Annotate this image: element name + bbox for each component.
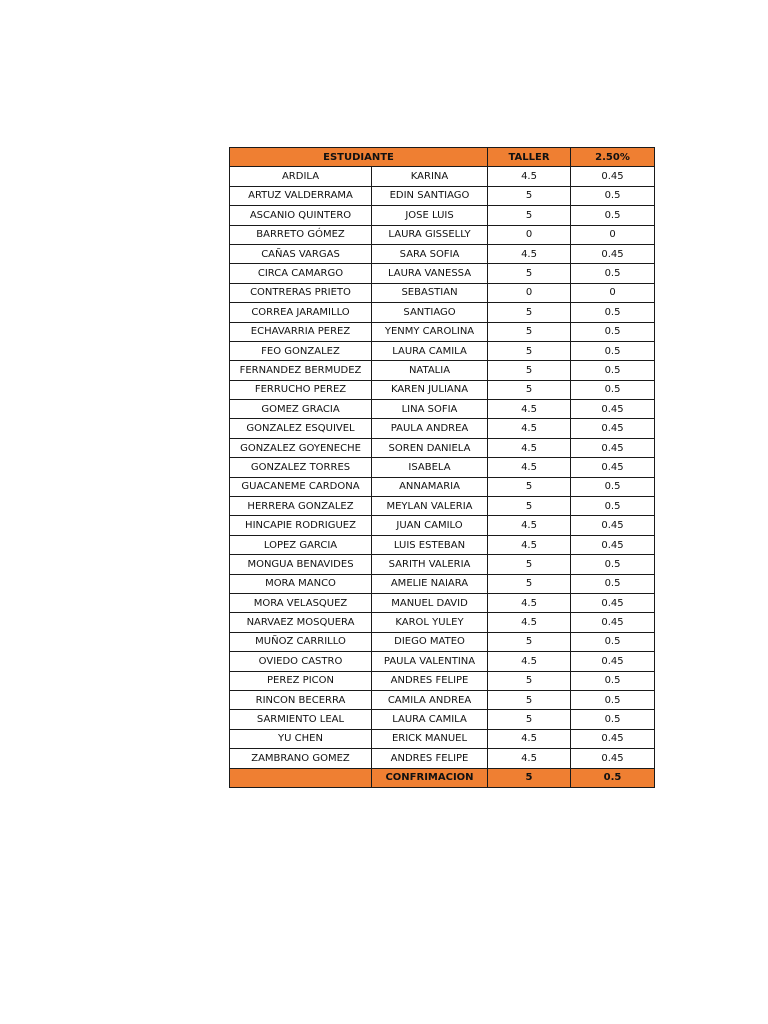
taller-cell: 5	[488, 361, 571, 380]
taller-cell: 4.5	[488, 458, 571, 477]
taller-cell: 5	[488, 186, 571, 205]
taller-cell: 5	[488, 632, 571, 651]
name-cell: EDIN SANTIAGO	[372, 186, 488, 205]
percent-cell: 0.5	[571, 497, 655, 516]
table-row	[230, 749, 655, 768]
taller-cell: 4.5	[488, 400, 571, 419]
name-cell: ISABELA	[372, 458, 488, 477]
surname-cell: FERRUCHO PEREZ	[230, 380, 372, 399]
taller-cell: 0	[488, 283, 571, 302]
percent-cell: 0.45	[571, 244, 655, 263]
name-cell: SARA SOFIA	[372, 244, 488, 263]
table-row	[230, 535, 655, 554]
table-row	[230, 574, 655, 593]
percent-cell: 0.45	[571, 749, 655, 768]
header-taller: TALLER	[488, 148, 571, 167]
percent-cell: 0.5	[571, 264, 655, 283]
name-cell: NATALIA	[372, 361, 488, 380]
table-row	[230, 477, 655, 496]
name-cell: KAROL YULEY	[372, 613, 488, 632]
taller-cell: 5	[488, 555, 571, 574]
table-row	[230, 710, 655, 729]
name-cell: DIEGO MATEO	[372, 632, 488, 651]
header-student: ESTUDIANTE	[230, 148, 488, 167]
surname-cell: ARTUZ VALDERRAMA	[230, 186, 372, 205]
taller-cell: 4.5	[488, 652, 571, 671]
table-row	[230, 303, 655, 322]
table-row	[230, 264, 655, 283]
name-cell: ERICK MANUEL	[372, 729, 488, 748]
surname-cell: MORA VELASQUEZ	[230, 593, 372, 612]
percent-cell: 0.5	[571, 341, 655, 360]
surname-cell: GUACANEME CARDONA	[230, 477, 372, 496]
taller-cell: 5	[488, 303, 571, 322]
table-row	[230, 652, 655, 671]
name-cell: SOREN DANIELA	[372, 438, 488, 457]
taller-cell: 4.5	[488, 535, 571, 554]
table-row	[230, 555, 655, 574]
taller-cell: 5	[488, 477, 571, 496]
surname-cell: HERRERA GONZALEZ	[230, 497, 372, 516]
percent-cell: 0.45	[571, 419, 655, 438]
percent-cell: 0.45	[571, 438, 655, 457]
table-row	[230, 497, 655, 516]
percent-cell: 0	[571, 283, 655, 302]
surname-cell: PEREZ PICON	[230, 671, 372, 690]
surname-cell: BARRETO GÓMEZ	[230, 225, 372, 244]
percent-cell: 0.45	[571, 729, 655, 748]
footer-empty-cell	[230, 768, 372, 787]
table-row	[230, 244, 655, 263]
percent-cell: 0.5	[571, 186, 655, 205]
surname-cell: ZAMBRANO GOMEZ	[230, 749, 372, 768]
name-cell: LINA SOFIA	[372, 400, 488, 419]
surname-cell: GONZALEZ ESQUIVEL	[230, 419, 372, 438]
surname-cell: ARDILA	[230, 167, 372, 186]
name-cell: PAULA VALENTINA	[372, 652, 488, 671]
footer-label: CONFRIMACION	[372, 768, 488, 787]
name-cell: ANNAMARIA	[372, 477, 488, 496]
percent-cell: 0.45	[571, 593, 655, 612]
percent-cell: 0.5	[571, 690, 655, 709]
percent-cell: 0.5	[571, 710, 655, 729]
surname-cell: MUÑOZ CARRILLO	[230, 632, 372, 651]
percent-cell: 0.5	[571, 574, 655, 593]
name-cell: AMELIE NAIARA	[372, 574, 488, 593]
percent-cell: 0.5	[571, 303, 655, 322]
surname-cell: CAÑAS VARGAS	[230, 244, 372, 263]
name-cell: KAREN JULIANA	[372, 380, 488, 399]
name-cell: JOSE LUIS	[372, 206, 488, 225]
table-row	[230, 613, 655, 632]
table-row	[230, 419, 655, 438]
name-cell: SEBASTIAN	[372, 283, 488, 302]
surname-cell: CONTRERAS PRIETO	[230, 283, 372, 302]
table-row	[230, 206, 655, 225]
surname-cell: GOMEZ GRACIA	[230, 400, 372, 419]
percent-cell: 0.5	[571, 632, 655, 651]
table-row	[230, 690, 655, 709]
surname-cell: LOPEZ GARCIA	[230, 535, 372, 554]
surname-cell: FEO GONZALEZ	[230, 341, 372, 360]
taller-cell: 5	[488, 710, 571, 729]
table-row	[230, 438, 655, 457]
taller-cell: 5	[488, 690, 571, 709]
taller-cell: 5	[488, 497, 571, 516]
percent-cell: 0.5	[571, 555, 655, 574]
taller-cell: 5	[488, 574, 571, 593]
taller-cell: 5	[488, 206, 571, 225]
percent-cell: 0	[571, 225, 655, 244]
name-cell: SANTIAGO	[372, 303, 488, 322]
percent-cell: 0.5	[571, 671, 655, 690]
surname-cell: YU CHEN	[230, 729, 372, 748]
table-row	[230, 729, 655, 748]
percent-cell: 0.5	[571, 361, 655, 380]
table-row	[230, 458, 655, 477]
name-cell: MANUEL DAVID	[372, 593, 488, 612]
table-row	[230, 341, 655, 360]
taller-cell: 4.5	[488, 167, 571, 186]
surname-cell: GONZALEZ TORRES	[230, 458, 372, 477]
name-cell: CAMILA ANDREA	[372, 690, 488, 709]
taller-cell: 5	[488, 341, 571, 360]
percent-cell: 0.5	[571, 380, 655, 399]
taller-cell: 5	[488, 264, 571, 283]
percent-cell: 0.5	[571, 322, 655, 341]
surname-cell: NARVAEZ MOSQUERA	[230, 613, 372, 632]
taller-cell: 4.5	[488, 438, 571, 457]
table-row	[230, 516, 655, 535]
percent-cell: 0.5	[571, 477, 655, 496]
name-cell: ANDRES FELIPE	[372, 749, 488, 768]
table-row	[230, 380, 655, 399]
taller-cell: 4.5	[488, 729, 571, 748]
surname-cell: FERNANDEZ BERMUDEZ	[230, 361, 372, 380]
taller-cell: 4.5	[488, 244, 571, 263]
table-row	[230, 593, 655, 612]
table-row	[230, 283, 655, 302]
surname-cell: MONGUA BENAVIDES	[230, 555, 372, 574]
taller-cell: 4.5	[488, 593, 571, 612]
name-cell: SARITH VALERIA	[372, 555, 488, 574]
table-header-row	[230, 148, 655, 167]
name-cell: LAURA CAMILA	[372, 341, 488, 360]
name-cell: LAURA GISSELLY	[372, 225, 488, 244]
surname-cell: CORREA JARAMILLO	[230, 303, 372, 322]
taller-cell: 4.5	[488, 516, 571, 535]
percent-cell: 0.45	[571, 613, 655, 632]
percent-cell: 0.5	[571, 206, 655, 225]
taller-cell: 5	[488, 322, 571, 341]
surname-cell: MORA MANCO	[230, 574, 372, 593]
table-row	[230, 361, 655, 380]
grades-table	[229, 147, 655, 788]
percent-cell: 0.45	[571, 652, 655, 671]
name-cell: ANDRES FELIPE	[372, 671, 488, 690]
taller-cell: 5	[488, 380, 571, 399]
surname-cell: OVIEDO CASTRO	[230, 652, 372, 671]
percent-cell: 0.45	[571, 516, 655, 535]
percent-cell: 0.45	[571, 400, 655, 419]
taller-cell: 5	[488, 671, 571, 690]
name-cell: YENMY CAROLINA	[372, 322, 488, 341]
name-cell: KARINA	[372, 167, 488, 186]
table-row	[230, 225, 655, 244]
name-cell: PAULA ANDREA	[372, 419, 488, 438]
surname-cell: HINCAPIE RODRIGUEZ	[230, 516, 372, 535]
surname-cell: RINCON BECERRA	[230, 690, 372, 709]
table-row	[230, 671, 655, 690]
header-percent: 2.50%	[571, 148, 655, 167]
taller-cell: 4.5	[488, 613, 571, 632]
name-cell: JUAN CAMILO	[372, 516, 488, 535]
table-row	[230, 322, 655, 341]
surname-cell: ASCANIO QUINTERO	[230, 206, 372, 225]
taller-cell: 4.5	[488, 419, 571, 438]
percent-cell: 0.45	[571, 535, 655, 554]
footer-taller: 5	[488, 768, 571, 787]
surname-cell: CIRCA CAMARGO	[230, 264, 372, 283]
taller-cell: 4.5	[488, 749, 571, 768]
percent-cell: 0.45	[571, 458, 655, 477]
name-cell: MEYLAN VALERIA	[372, 497, 488, 516]
table-footer-row	[230, 768, 655, 787]
table-row	[230, 400, 655, 419]
surname-cell: GONZALEZ GOYENECHE	[230, 438, 372, 457]
name-cell: LAURA VANESSA	[372, 264, 488, 283]
table-row	[230, 632, 655, 651]
name-cell: LAURA CAMILA	[372, 710, 488, 729]
surname-cell: ECHAVARRIA PEREZ	[230, 322, 372, 341]
table-row	[230, 167, 655, 186]
table-row	[230, 186, 655, 205]
percent-cell: 0.45	[571, 167, 655, 186]
footer-percent: 0.5	[571, 768, 655, 787]
name-cell: LUIS ESTEBAN	[372, 535, 488, 554]
surname-cell: SARMIENTO LEAL	[230, 710, 372, 729]
taller-cell: 0	[488, 225, 571, 244]
